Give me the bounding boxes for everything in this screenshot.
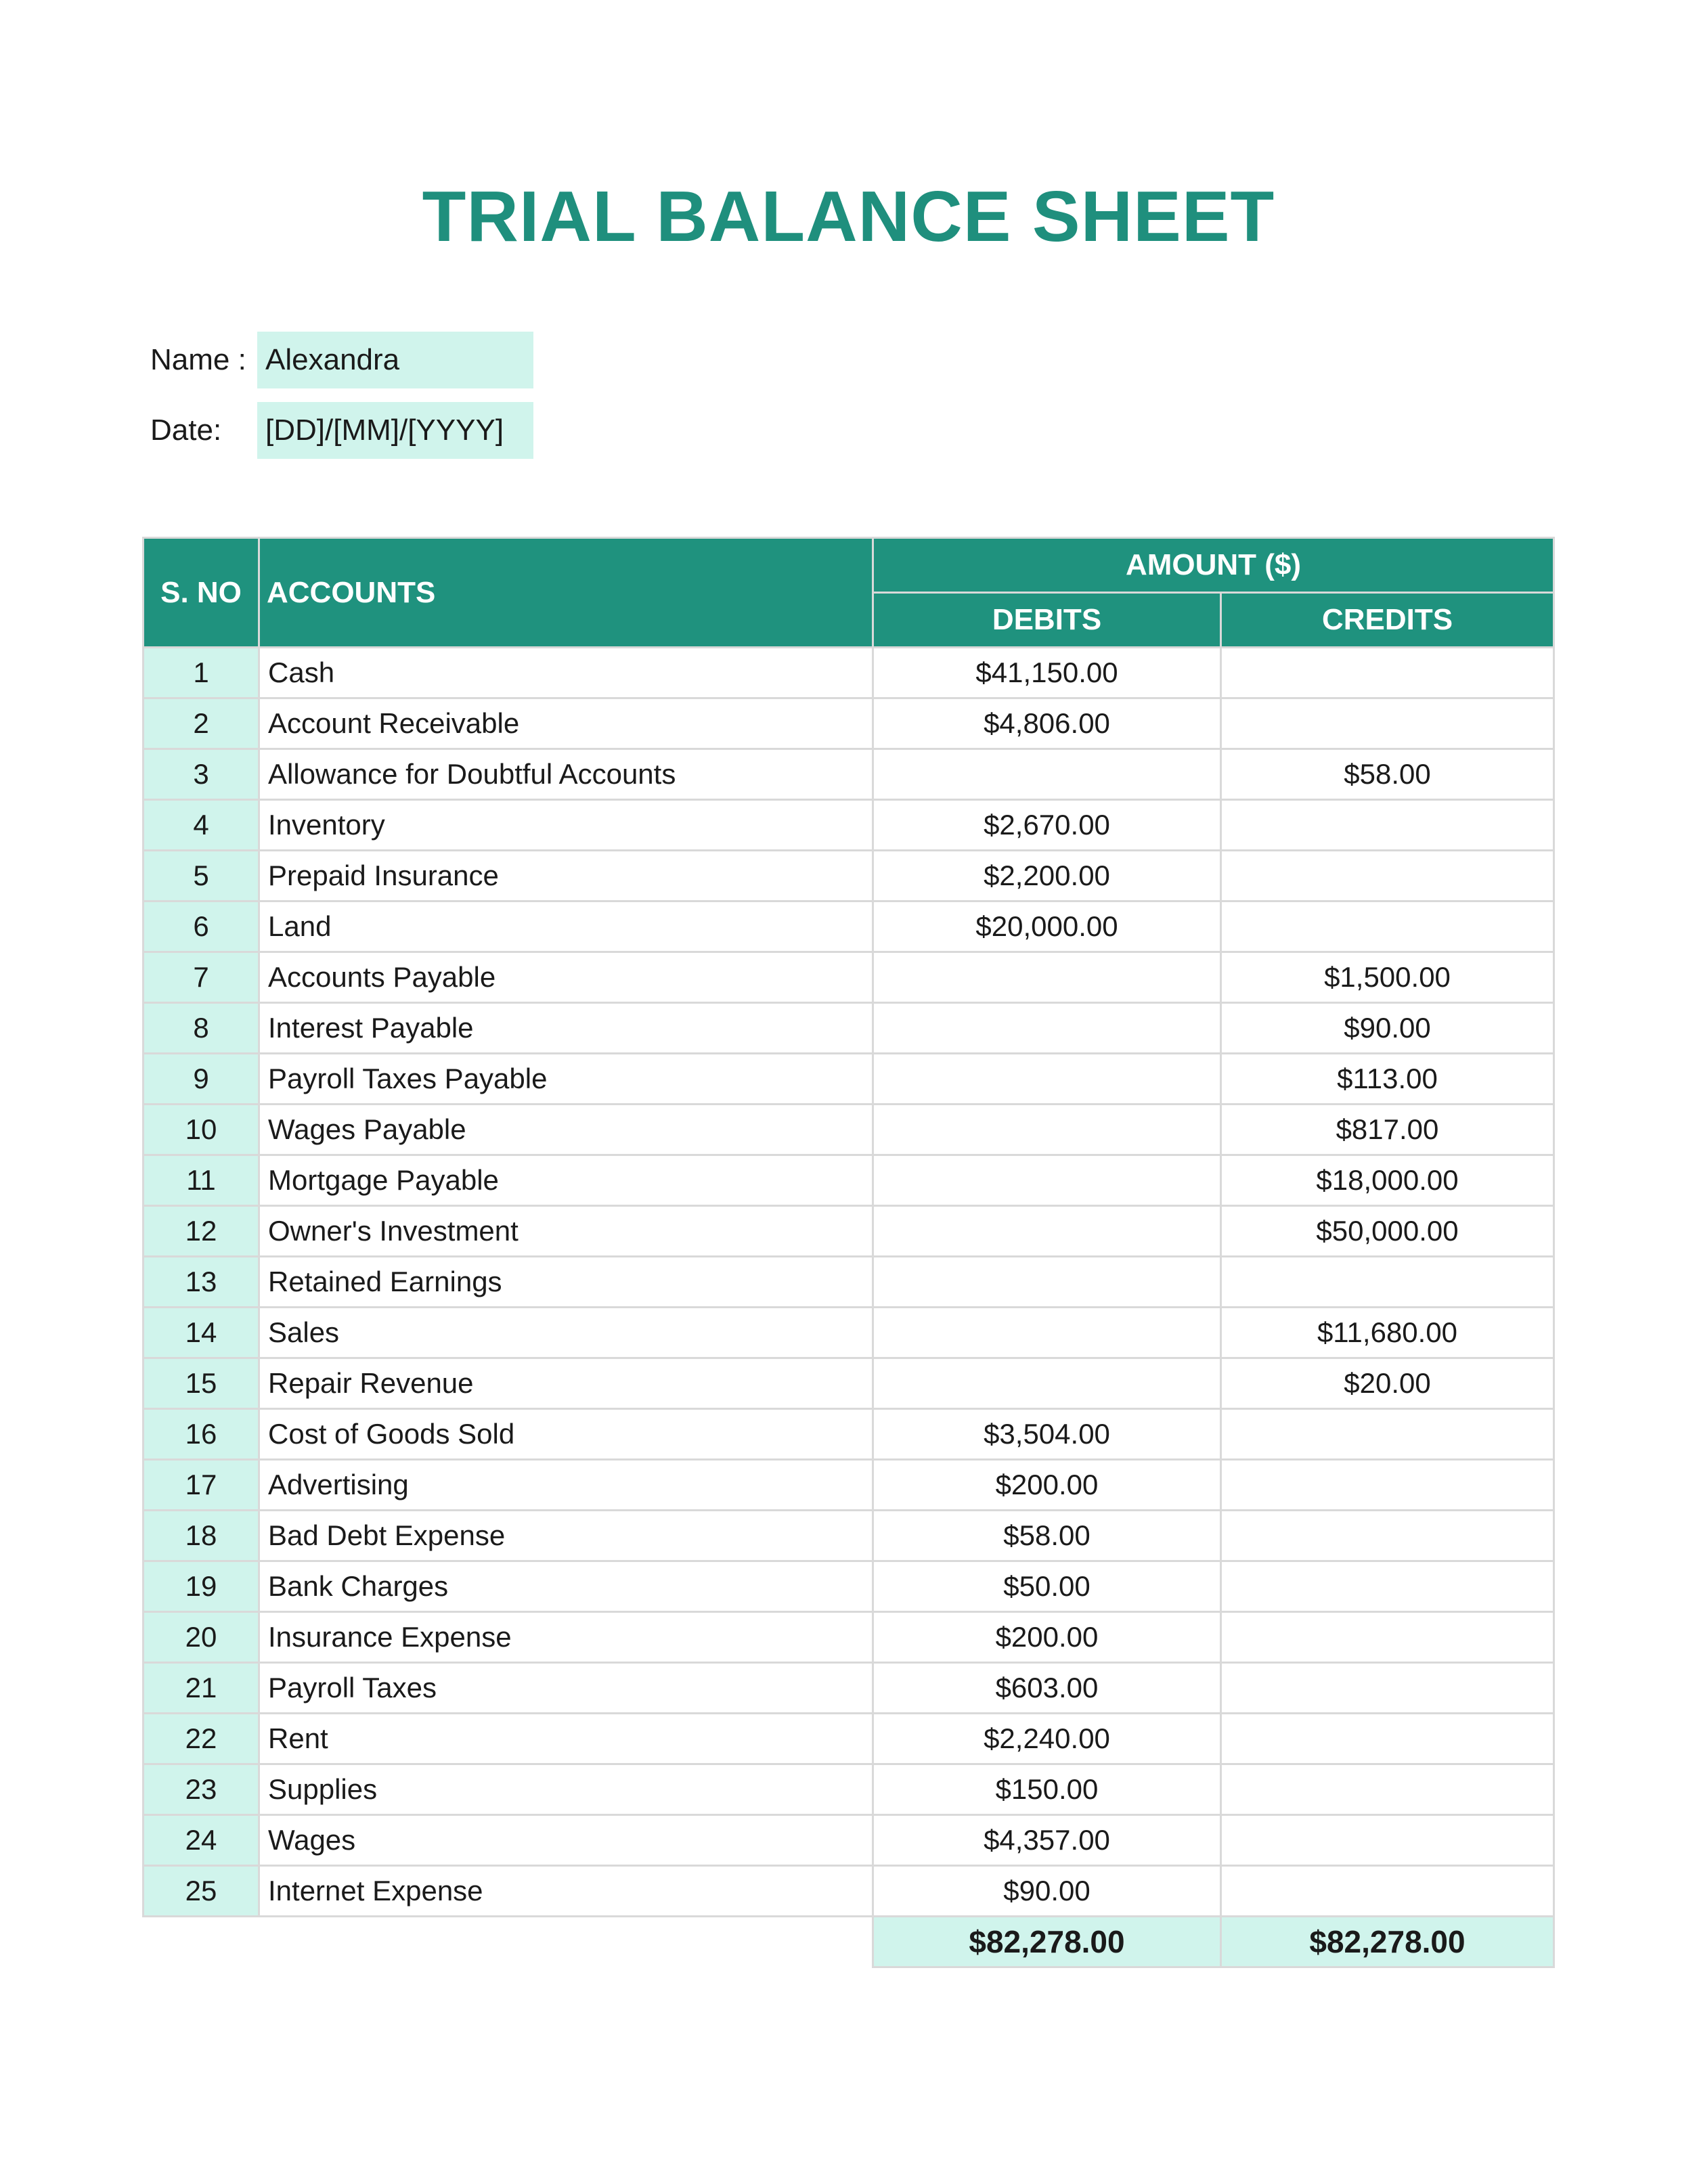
account-cell[interactable]: Prepaid Insurance [259, 851, 873, 901]
account-cell[interactable]: Advertising [259, 1460, 873, 1511]
sno-cell[interactable]: 22 [144, 1714, 259, 1764]
accounts-header: ACCOUNTS [259, 538, 873, 648]
account-cell[interactable]: Account Receivable [259, 698, 873, 749]
name-field[interactable]: Alexandra [257, 332, 533, 388]
table-row [144, 749, 1554, 800]
debit-cell[interactable]: $90.00 [873, 1866, 1221, 1917]
debit-cell[interactable] [873, 1003, 1221, 1054]
account-cell[interactable]: Wages [259, 1815, 873, 1866]
credit-cell[interactable]: $113.00 [1221, 1054, 1554, 1105]
credit-cell[interactable]: $817.00 [1221, 1105, 1554, 1155]
credit-cell[interactable]: $58.00 [1221, 749, 1554, 800]
credit-cell[interactable] [1221, 698, 1554, 749]
credit-cell[interactable] [1221, 1409, 1554, 1460]
account-cell[interactable]: Allowance for Doubtful Accounts [259, 749, 873, 800]
table-row [144, 1206, 1554, 1257]
sno-cell[interactable]: 4 [144, 800, 259, 851]
account-cell[interactable]: Internet Expense [259, 1866, 873, 1917]
date-field[interactable]: [DD]/[MM]/[YYYY] [257, 402, 533, 459]
account-cell[interactable]: Bank Charges [259, 1561, 873, 1612]
page-title: TRIAL BALANCE SHEET [422, 177, 1275, 257]
debit-cell[interactable]: $58.00 [873, 1511, 1221, 1561]
account-cell[interactable]: Accounts Payable [259, 952, 873, 1003]
table-row [144, 1155, 1554, 1206]
sno-cell[interactable]: 25 [144, 1866, 259, 1917]
name-label: Name : [150, 343, 246, 376]
sno-cell[interactable]: 15 [144, 1358, 259, 1409]
account-cell[interactable]: Payroll Taxes Payable [259, 1054, 873, 1105]
account-cell[interactable]: Inventory [259, 800, 873, 851]
table-row [144, 800, 1554, 851]
credit-cell[interactable] [1221, 1561, 1554, 1612]
sno-cell[interactable]: 2 [144, 698, 259, 749]
sno-cell[interactable]: 1 [144, 648, 259, 698]
table-body [144, 648, 1554, 1967]
account-cell[interactable]: Interest Payable [259, 1003, 873, 1054]
credit-cell[interactable] [1221, 901, 1554, 952]
credit-cell[interactable] [1221, 851, 1554, 901]
sno-cell[interactable]: 20 [144, 1612, 259, 1663]
sno-cell[interactable]: 11 [144, 1155, 259, 1206]
table-row [144, 1866, 1554, 1917]
debit-cell[interactable]: $2,240.00 [873, 1714, 1221, 1764]
table-row [144, 1815, 1554, 1866]
credit-cell[interactable] [1221, 1612, 1554, 1663]
debit-cell[interactable]: $3,504.00 [873, 1409, 1221, 1460]
credit-cell[interactable]: $1,500.00 [1221, 952, 1554, 1003]
table-row [144, 1358, 1554, 1409]
debit-cell[interactable] [873, 1358, 1221, 1409]
credit-cell[interactable]: $90.00 [1221, 1003, 1554, 1054]
sno-cell[interactable]: 7 [144, 952, 259, 1003]
account-cell[interactable]: Owner's Investment [259, 1206, 873, 1257]
table-row [144, 1003, 1554, 1054]
sno-cell[interactable]: 10 [144, 1105, 259, 1155]
table-row [144, 1308, 1554, 1358]
account-cell[interactable]: Wages Payable [259, 1105, 873, 1155]
credit-cell[interactable] [1221, 1511, 1554, 1561]
sno-cell[interactable]: 17 [144, 1460, 259, 1511]
account-cell[interactable]: Cost of Goods Sold [259, 1409, 873, 1460]
debit-cell[interactable]: $2,670.00 [873, 800, 1221, 851]
debit-cell[interactable]: $4,357.00 [873, 1815, 1221, 1866]
credits-header: CREDITS [1221, 593, 1554, 648]
account-cell[interactable]: Rent [259, 1714, 873, 1764]
debit-cell[interactable]: $4,806.00 [873, 698, 1221, 749]
account-cell[interactable]: Insurance Expense [259, 1612, 873, 1663]
account-cell[interactable]: Cash [259, 648, 873, 698]
table-row [144, 1561, 1554, 1612]
totals-row [144, 1917, 1554, 1967]
table-row [144, 1612, 1554, 1663]
table-row [144, 1409, 1554, 1460]
date-label: Date: [150, 414, 222, 447]
sno-cell[interactable]: 13 [144, 1257, 259, 1308]
credit-cell[interactable] [1221, 648, 1554, 698]
sno-header: S. NO [144, 538, 259, 648]
debit-cell[interactable]: $150.00 [873, 1764, 1221, 1815]
table-row [144, 1105, 1554, 1155]
table-row [144, 1764, 1554, 1815]
account-cell[interactable]: Land [259, 901, 873, 952]
totals-blank-cell [144, 1917, 873, 1967]
credit-cell[interactable]: $11,680.00 [1221, 1308, 1554, 1358]
table-row [144, 1714, 1554, 1764]
table-row [144, 851, 1554, 901]
credit-cell[interactable] [1221, 1460, 1554, 1511]
table-row [144, 698, 1554, 749]
sno-cell[interactable]: 18 [144, 1511, 259, 1561]
table-row [144, 648, 1554, 698]
sno-cell[interactable]: 21 [144, 1663, 259, 1714]
debit-cell[interactable] [873, 1054, 1221, 1105]
debit-cell[interactable] [873, 1257, 1221, 1308]
sno-cell[interactable]: 19 [144, 1561, 259, 1612]
sno-cell[interactable]: 12 [144, 1206, 259, 1257]
account-cell[interactable]: Repair Revenue [259, 1358, 873, 1409]
debits-header: DEBITS [873, 593, 1221, 648]
sno-cell[interactable]: 9 [144, 1054, 259, 1105]
credit-cell[interactable] [1221, 1714, 1554, 1764]
debit-cell[interactable] [873, 1308, 1221, 1358]
sno-cell[interactable]: 14 [144, 1308, 259, 1358]
sno-cell[interactable]: 24 [144, 1815, 259, 1866]
account-cell[interactable]: Sales [259, 1308, 873, 1358]
credit-cell[interactable] [1221, 1663, 1554, 1714]
debit-cell[interactable]: $200.00 [873, 1460, 1221, 1511]
debit-cell[interactable]: $200.00 [873, 1612, 1221, 1663]
sno-cell[interactable]: 6 [144, 901, 259, 952]
sno-cell[interactable]: 3 [144, 749, 259, 800]
debit-cell[interactable]: $41,150.00 [873, 648, 1221, 698]
account-cell[interactable]: Supplies [259, 1764, 873, 1815]
debit-cell[interactable]: $20,000.00 [873, 901, 1221, 952]
account-cell[interactable]: Retained Earnings [259, 1257, 873, 1308]
table-row [144, 901, 1554, 952]
debit-cell[interactable]: $603.00 [873, 1663, 1221, 1714]
sno-cell[interactable]: 8 [144, 1003, 259, 1054]
credit-cell[interactable]: $50,000.00 [1221, 1206, 1554, 1257]
debit-cell[interactable]: $2,200.00 [873, 851, 1221, 901]
debit-cell[interactable] [873, 1206, 1221, 1257]
table-row [144, 1511, 1554, 1561]
credit-cell[interactable] [1221, 1866, 1554, 1917]
credit-cell[interactable] [1221, 800, 1554, 851]
total-debits: $82,278.00 [873, 1917, 1221, 1967]
sno-cell[interactable]: 16 [144, 1409, 259, 1460]
credit-cell[interactable]: $18,000.00 [1221, 1155, 1554, 1206]
table-row [144, 1460, 1554, 1511]
credit-cell[interactable] [1221, 1815, 1554, 1866]
table-row [144, 1663, 1554, 1714]
table-row [144, 952, 1554, 1003]
total-credits: $82,278.00 [1221, 1917, 1554, 1967]
credit-cell[interactable] [1221, 1764, 1554, 1815]
credit-cell[interactable] [1221, 1257, 1554, 1308]
account-cell[interactable]: Bad Debt Expense [259, 1511, 873, 1561]
debit-cell[interactable] [873, 1105, 1221, 1155]
account-cell[interactable]: Payroll Taxes [259, 1663, 873, 1714]
amount-header: AMOUNT ($) [873, 538, 1554, 593]
credit-cell[interactable]: $20.00 [1221, 1358, 1554, 1409]
sno-cell[interactable]: 5 [144, 851, 259, 901]
debit-cell[interactable] [873, 749, 1221, 800]
table-row [144, 1054, 1554, 1105]
table-row [144, 1257, 1554, 1308]
debit-cell[interactable] [873, 1155, 1221, 1206]
sno-cell[interactable]: 23 [144, 1764, 259, 1815]
trial-balance-table [142, 537, 1555, 1968]
debit-cell[interactable] [873, 952, 1221, 1003]
debit-cell[interactable]: $50.00 [873, 1561, 1221, 1612]
account-cell[interactable]: Mortgage Payable [259, 1155, 873, 1206]
